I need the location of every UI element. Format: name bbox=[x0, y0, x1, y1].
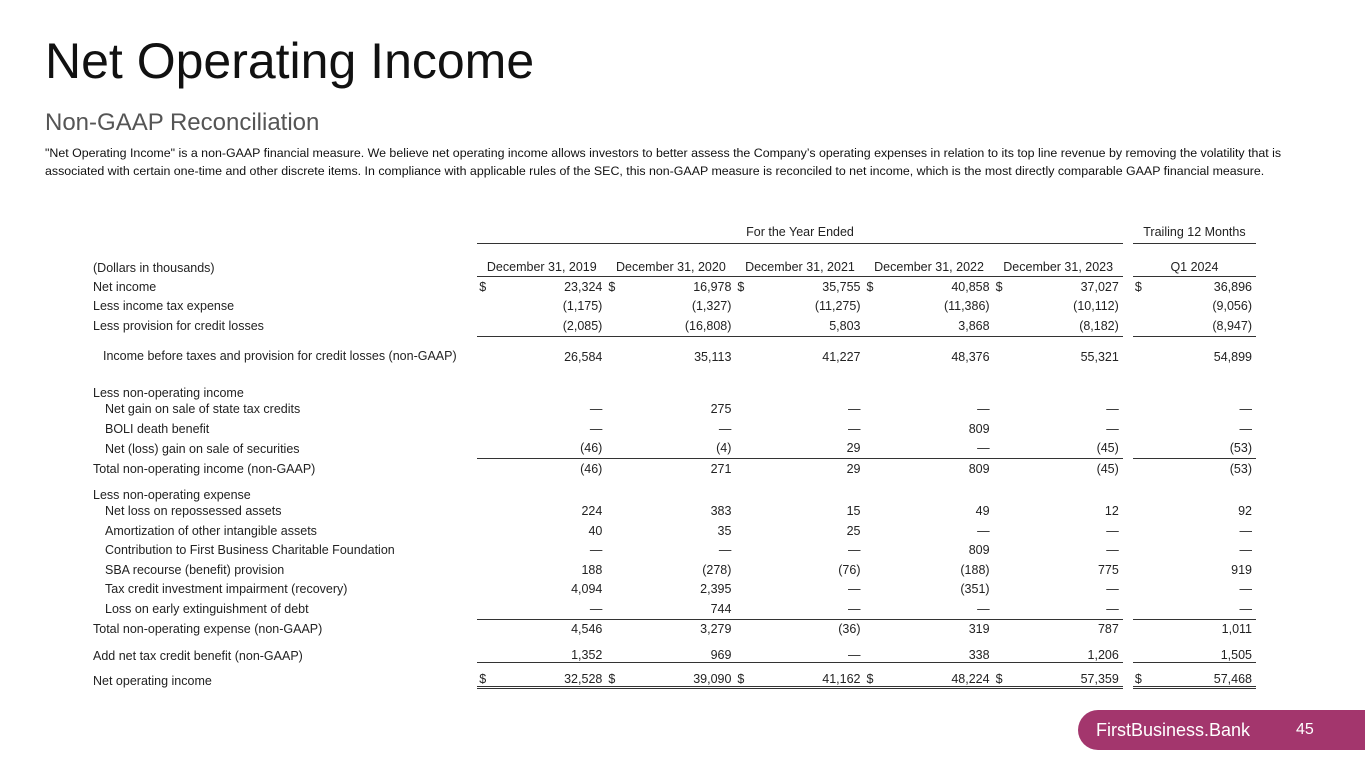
currency-symbol bbox=[477, 541, 487, 561]
value-cell: 15 bbox=[846, 504, 861, 519]
table-row bbox=[90, 580, 1256, 600]
value-cell: 16,978 bbox=[693, 279, 732, 294]
value-cell: — bbox=[746, 599, 865, 619]
value-cell: 48,224 bbox=[875, 663, 994, 688]
value-cell: (16,808) bbox=[616, 316, 735, 336]
currency-symbol bbox=[865, 297, 875, 317]
row-label: BOLI death benefit bbox=[105, 421, 210, 436]
currency-symbol: $ bbox=[1134, 279, 1142, 294]
currency-symbol bbox=[994, 599, 1004, 619]
currency-symbol bbox=[994, 521, 1004, 541]
currency-symbol: $ bbox=[1133, 663, 1143, 688]
value-cell: — bbox=[1106, 523, 1119, 538]
page-number: 45 bbox=[1296, 721, 1314, 738]
currency-symbol bbox=[1133, 639, 1143, 663]
table-row bbox=[90, 297, 1256, 317]
currency-symbol bbox=[865, 377, 875, 400]
currency-symbol bbox=[606, 377, 616, 400]
value-cell: (36) bbox=[838, 622, 861, 637]
currency-symbol bbox=[994, 560, 1004, 580]
currency-symbol bbox=[994, 541, 1004, 561]
currency-symbol bbox=[994, 580, 1004, 600]
currency-symbol bbox=[1133, 619, 1143, 639]
currency-symbol bbox=[477, 521, 487, 541]
currency-symbol bbox=[994, 479, 1004, 502]
currency-symbol bbox=[735, 502, 745, 522]
value-cell: 809 bbox=[968, 461, 990, 476]
currency-symbol bbox=[735, 439, 745, 459]
currency-symbol bbox=[994, 419, 1004, 439]
currency-symbol bbox=[994, 502, 1004, 522]
currency-symbol bbox=[477, 400, 487, 420]
value-cell bbox=[875, 479, 994, 502]
value-cell: — bbox=[1106, 582, 1119, 597]
brand-logo-text: FirstBusiness.Bank bbox=[1096, 720, 1251, 740]
column-header: December 31, 2019 bbox=[477, 244, 606, 277]
table-row bbox=[90, 316, 1256, 336]
value-cell: (76) bbox=[838, 562, 861, 577]
value-cell: (10,112) bbox=[1073, 299, 1119, 314]
value-cell: (8,182) bbox=[1004, 316, 1123, 336]
currency-symbol: $ bbox=[865, 663, 875, 688]
value-cell: — bbox=[589, 543, 603, 558]
value-cell bbox=[487, 377, 606, 400]
value-cell: — bbox=[589, 402, 603, 417]
value-cell bbox=[746, 377, 865, 400]
value-cell: — bbox=[589, 421, 603, 436]
currency-symbol bbox=[606, 297, 616, 317]
value-cell: 29 bbox=[746, 439, 865, 459]
value-cell: — bbox=[848, 648, 861, 662]
currency-symbol bbox=[735, 316, 745, 336]
currency-symbol bbox=[865, 639, 875, 663]
currency-symbol bbox=[606, 619, 616, 639]
row-label: Net income bbox=[93, 279, 157, 294]
value-cell: — bbox=[977, 402, 990, 417]
value-cell: 26,584 bbox=[564, 349, 603, 364]
currency-symbol bbox=[477, 316, 487, 336]
value-cell: 4,546 bbox=[571, 622, 603, 637]
value-cell: (188) bbox=[960, 562, 990, 577]
row-label: Less non-operating income bbox=[93, 385, 244, 400]
value-cell: 55,321 bbox=[1080, 349, 1119, 364]
currency-symbol bbox=[1133, 316, 1143, 336]
value-cell: 41,227 bbox=[822, 349, 861, 364]
currency-symbol bbox=[994, 297, 1004, 317]
currency-symbol bbox=[477, 580, 487, 600]
value-cell: 57,359 bbox=[1004, 663, 1123, 688]
currency-symbol bbox=[865, 521, 875, 541]
currency-symbol bbox=[865, 316, 875, 336]
value-cell: 969 bbox=[710, 648, 732, 662]
value-cell: — bbox=[718, 421, 732, 436]
currency-symbol bbox=[477, 439, 487, 459]
value-cell: 5,803 bbox=[746, 316, 865, 336]
currency-symbol bbox=[865, 560, 875, 580]
page-subtitle: Non-GAAP Reconciliation bbox=[45, 109, 320, 136]
currency-symbol: $ bbox=[477, 663, 487, 688]
currency-symbol bbox=[477, 502, 487, 522]
value-cell: — bbox=[1239, 523, 1252, 538]
currency-symbol bbox=[606, 316, 616, 336]
value-cell: (46) bbox=[487, 439, 606, 459]
column-header-row bbox=[90, 244, 1256, 277]
value-cell: 39,090 bbox=[616, 663, 735, 688]
currency-symbol bbox=[477, 459, 487, 479]
currency-symbol bbox=[865, 619, 875, 639]
currency-symbol: $ bbox=[606, 663, 616, 688]
value-cell: 48,376 bbox=[951, 349, 990, 364]
currency-symbol bbox=[606, 439, 616, 459]
value-cell: — bbox=[1106, 543, 1119, 558]
value-cell: 1,505 bbox=[1220, 648, 1252, 662]
currency-symbol: $ bbox=[994, 663, 1004, 688]
value-cell: — bbox=[1239, 582, 1252, 597]
value-cell: 4,094 bbox=[571, 582, 603, 597]
currency-symbol bbox=[994, 619, 1004, 639]
value-cell: 188 bbox=[581, 562, 603, 577]
currency-symbol bbox=[735, 479, 745, 502]
currency-symbol: $ bbox=[866, 279, 874, 294]
value-cell: 29 bbox=[846, 461, 861, 476]
column-header: December 31, 2022 bbox=[865, 244, 994, 277]
value-cell: 37,027 bbox=[1080, 279, 1119, 294]
currency-symbol bbox=[735, 521, 745, 541]
table-row bbox=[90, 400, 1256, 420]
value-cell: — bbox=[848, 582, 861, 597]
value-cell: (2,085) bbox=[487, 316, 606, 336]
currency-symbol bbox=[994, 459, 1004, 479]
currency-symbol bbox=[606, 541, 616, 561]
row-label: Loss on early extinguishment of debt bbox=[105, 602, 309, 616]
table-row bbox=[90, 541, 1256, 561]
value-cell: 35 bbox=[717, 523, 732, 538]
value-cell: 1,011 bbox=[1221, 622, 1252, 637]
value-cell bbox=[1143, 479, 1256, 502]
currency-symbol bbox=[606, 502, 616, 522]
value-cell: (11,386) bbox=[943, 299, 990, 314]
value-cell: 787 bbox=[1097, 622, 1119, 637]
currency-symbol bbox=[865, 479, 875, 502]
value-cell: — bbox=[875, 439, 994, 459]
currency-symbol bbox=[1133, 599, 1143, 619]
value-cell: — bbox=[848, 402, 861, 417]
currency-symbol bbox=[606, 580, 616, 600]
value-cell: — bbox=[1106, 402, 1119, 417]
currency-symbol bbox=[735, 599, 745, 619]
value-cell: 35,113 bbox=[694, 349, 732, 364]
currency-symbol bbox=[1133, 541, 1143, 561]
currency-symbol bbox=[1133, 439, 1143, 459]
row-label: Net (loss) gain on sale of securities bbox=[105, 441, 300, 456]
value-cell bbox=[746, 479, 865, 502]
table-row bbox=[90, 521, 1256, 541]
table-row bbox=[90, 619, 1256, 639]
value-cell bbox=[1143, 377, 1256, 400]
currency-symbol bbox=[1133, 502, 1143, 522]
currency-symbol bbox=[606, 459, 616, 479]
table-row bbox=[90, 599, 1256, 619]
value-cell: 32,528 bbox=[487, 663, 606, 688]
currency-symbol bbox=[865, 439, 875, 459]
value-cell: (1,327) bbox=[691, 299, 732, 314]
table-row bbox=[90, 663, 1256, 688]
value-cell: — bbox=[1239, 421, 1252, 436]
units-label: (Dollars in thousands) bbox=[93, 260, 215, 275]
value-cell: 744 bbox=[616, 599, 735, 619]
row-label: Less provision for credit losses bbox=[93, 319, 264, 333]
currency-symbol bbox=[477, 377, 487, 400]
table-row bbox=[90, 439, 1256, 459]
value-cell bbox=[487, 479, 606, 502]
value-cell: (46) bbox=[580, 461, 603, 476]
value-cell: 40,858 bbox=[951, 279, 990, 294]
row-label: Less income tax expense bbox=[93, 299, 235, 314]
currency-symbol bbox=[865, 541, 875, 561]
value-cell: — bbox=[487, 599, 606, 619]
value-cell: (45) bbox=[1004, 439, 1123, 459]
currency-symbol bbox=[735, 560, 745, 580]
currency-symbol bbox=[606, 639, 616, 663]
value-cell: 224 bbox=[581, 504, 603, 519]
value-cell: 1,352 bbox=[571, 648, 603, 662]
value-cell: (278) bbox=[702, 562, 732, 577]
value-cell: 35,755 bbox=[822, 279, 861, 294]
value-cell: (4) bbox=[616, 439, 735, 459]
value-cell: — bbox=[977, 523, 990, 538]
currency-symbol bbox=[477, 560, 487, 580]
value-cell bbox=[1004, 377, 1123, 400]
value-cell: 41,162 bbox=[746, 663, 865, 688]
currency-symbol bbox=[606, 560, 616, 580]
reconciliation-table bbox=[90, 221, 1256, 689]
value-cell: 319 bbox=[968, 622, 990, 637]
table-row bbox=[90, 479, 1256, 502]
currency-symbol bbox=[735, 541, 745, 561]
column-header: December 31, 2023 bbox=[994, 244, 1123, 277]
value-cell: — bbox=[875, 599, 994, 619]
row-label: Total non-operating expense (non-GAAP) bbox=[93, 622, 323, 636]
value-cell: 809 bbox=[968, 421, 990, 436]
value-cell: (11,275) bbox=[814, 299, 861, 314]
value-cell bbox=[1004, 479, 1123, 502]
currency-symbol bbox=[735, 336, 745, 377]
currency-symbol bbox=[994, 639, 1004, 663]
value-cell: 3,868 bbox=[875, 316, 994, 336]
currency-symbol bbox=[1133, 377, 1143, 400]
currency-symbol bbox=[735, 377, 745, 400]
currency-symbol bbox=[477, 336, 487, 377]
currency-symbol bbox=[735, 580, 745, 600]
value-cell: 23,324 bbox=[564, 279, 603, 294]
value-cell: 338 bbox=[968, 648, 990, 662]
row-label: Net loss on repossessed assets bbox=[105, 504, 282, 519]
row-label: Add net tax credit benefit (non-GAAP) bbox=[93, 648, 303, 663]
currency-symbol bbox=[1133, 560, 1143, 580]
value-cell: 775 bbox=[1097, 562, 1119, 577]
value-cell: — bbox=[1004, 599, 1123, 619]
currency-symbol bbox=[735, 419, 745, 439]
column-group-header-row bbox=[90, 221, 1256, 244]
value-cell: (1,175) bbox=[562, 299, 603, 314]
currency-symbol bbox=[735, 459, 745, 479]
page-title: Net Operating Income bbox=[45, 33, 535, 89]
value-cell: 2,395 bbox=[700, 582, 732, 597]
currency-symbol bbox=[865, 336, 875, 377]
value-cell: 919 bbox=[1231, 562, 1252, 577]
currency-symbol bbox=[1133, 580, 1143, 600]
currency-symbol: $ bbox=[479, 279, 487, 294]
currency-symbol bbox=[994, 377, 1004, 400]
value-cell: 383 bbox=[710, 504, 732, 519]
value-cell: (8,947) bbox=[1143, 316, 1256, 336]
currency-symbol bbox=[735, 297, 745, 317]
currency-symbol bbox=[606, 400, 616, 420]
currency-symbol bbox=[735, 400, 745, 420]
currency-symbol bbox=[477, 619, 487, 639]
table-row bbox=[90, 377, 1256, 400]
currency-symbol bbox=[735, 639, 745, 663]
year-ended-group-header: For the Year Ended bbox=[477, 221, 1123, 244]
currency-symbol bbox=[994, 336, 1004, 377]
table-row bbox=[90, 336, 1256, 377]
currency-symbol bbox=[1133, 479, 1143, 502]
row-label: Net operating income bbox=[93, 673, 212, 688]
table-row bbox=[90, 419, 1256, 439]
currency-symbol: $ bbox=[995, 279, 1003, 294]
currency-symbol bbox=[477, 297, 487, 317]
value-cell: — bbox=[1239, 402, 1252, 417]
value-cell: 25 bbox=[846, 523, 861, 538]
currency-symbol bbox=[606, 521, 616, 541]
column-header: Q1 2024 bbox=[1133, 244, 1256, 277]
value-cell bbox=[616, 479, 735, 502]
value-cell: — bbox=[848, 421, 861, 436]
row-label: Tax credit investment impairment (recovery) bbox=[105, 582, 348, 597]
value-cell: 57,468 bbox=[1143, 663, 1256, 688]
currency-symbol bbox=[865, 400, 875, 420]
currency-symbol bbox=[994, 400, 1004, 420]
row-label: Amortization of other intangible assets bbox=[105, 523, 317, 538]
table-row bbox=[90, 502, 1256, 522]
currency-symbol: $ bbox=[608, 279, 616, 294]
value-cell: (9,056) bbox=[1212, 299, 1252, 314]
value-cell: 12 bbox=[1104, 504, 1119, 519]
column-header: December 31, 2021 bbox=[735, 244, 864, 277]
currency-symbol bbox=[606, 599, 616, 619]
value-cell: — bbox=[1143, 599, 1256, 619]
currency-symbol bbox=[1133, 297, 1143, 317]
currency-symbol bbox=[606, 336, 616, 377]
value-cell: (45) bbox=[1096, 461, 1119, 476]
currency-symbol bbox=[735, 619, 745, 639]
row-label: Total non-operating income (non-GAAP) bbox=[93, 461, 316, 476]
currency-symbol bbox=[1133, 400, 1143, 420]
value-cell: 271 bbox=[710, 461, 732, 476]
currency-symbol bbox=[477, 599, 487, 619]
value-cell: 3,279 bbox=[700, 622, 732, 637]
row-label: SBA recourse (benefit) provision bbox=[105, 562, 285, 577]
currency-symbol: $ bbox=[735, 663, 745, 688]
currency-symbol bbox=[865, 419, 875, 439]
value-cell: (53) bbox=[1143, 439, 1256, 459]
currency-symbol bbox=[865, 580, 875, 600]
value-cell: 54,899 bbox=[1213, 349, 1252, 364]
currency-symbol bbox=[865, 599, 875, 619]
currency-symbol bbox=[1133, 336, 1143, 377]
column-header: December 31, 2020 bbox=[606, 244, 735, 277]
value-cell: 92 bbox=[1238, 504, 1252, 519]
currency-symbol: $ bbox=[737, 279, 745, 294]
currency-symbol bbox=[606, 419, 616, 439]
currency-symbol bbox=[1133, 419, 1143, 439]
value-cell: 1,206 bbox=[1087, 648, 1119, 662]
value-cell bbox=[875, 377, 994, 400]
value-cell bbox=[616, 377, 735, 400]
trailing-12-months-group-header: Trailing 12 Months bbox=[1133, 221, 1256, 244]
table-row bbox=[90, 459, 1256, 479]
currency-symbol bbox=[477, 419, 487, 439]
currency-symbol bbox=[606, 479, 616, 502]
value-cell: — bbox=[718, 543, 732, 558]
value-cell: 49 bbox=[975, 504, 990, 519]
value-cell: 809 bbox=[968, 543, 990, 558]
currency-symbol bbox=[1133, 459, 1143, 479]
row-label: Net gain on sale of state tax credits bbox=[105, 402, 301, 417]
currency-symbol bbox=[1133, 521, 1143, 541]
table-row bbox=[90, 560, 1256, 580]
value-cell: 36,896 bbox=[1213, 279, 1252, 294]
currency-symbol bbox=[865, 502, 875, 522]
table-row bbox=[90, 639, 1256, 663]
row-label: Less non-operating expense bbox=[93, 487, 251, 502]
currency-symbol bbox=[477, 479, 487, 502]
value-cell: — bbox=[848, 543, 861, 558]
value-cell: — bbox=[1106, 421, 1119, 436]
row-label: Contribution to First Business Charitable Foundation bbox=[105, 543, 395, 558]
value-cell: (351) bbox=[960, 582, 990, 597]
currency-symbol bbox=[994, 439, 1004, 459]
currency-symbol bbox=[477, 639, 487, 663]
intro-paragraph: "Net Operating Income" is a non-GAAP financial measure. We believe net operating income allows investors to better assess the Company’s operating expenses in relation to its top line revenue by removing the volatility that is associated with certain one-time and other discrete items. In compliance with applicable rules of the SEC, this non-GAAP measure is reconciled to net income, which is the most directly comparable GAAP financial measure. bbox=[45, 146, 1282, 178]
brand-badge bbox=[1078, 710, 1365, 750]
row-label: Income before taxes and provision for credit losses (non-GAAP) bbox=[103, 349, 457, 364]
currency-symbol bbox=[994, 316, 1004, 336]
value-cell: (53) bbox=[1229, 461, 1252, 476]
value-cell: — bbox=[1239, 543, 1252, 558]
value-cell: 275 bbox=[710, 402, 732, 417]
currency-symbol bbox=[865, 459, 875, 479]
table-row bbox=[90, 277, 1256, 297]
value-cell: 40 bbox=[588, 523, 603, 538]
